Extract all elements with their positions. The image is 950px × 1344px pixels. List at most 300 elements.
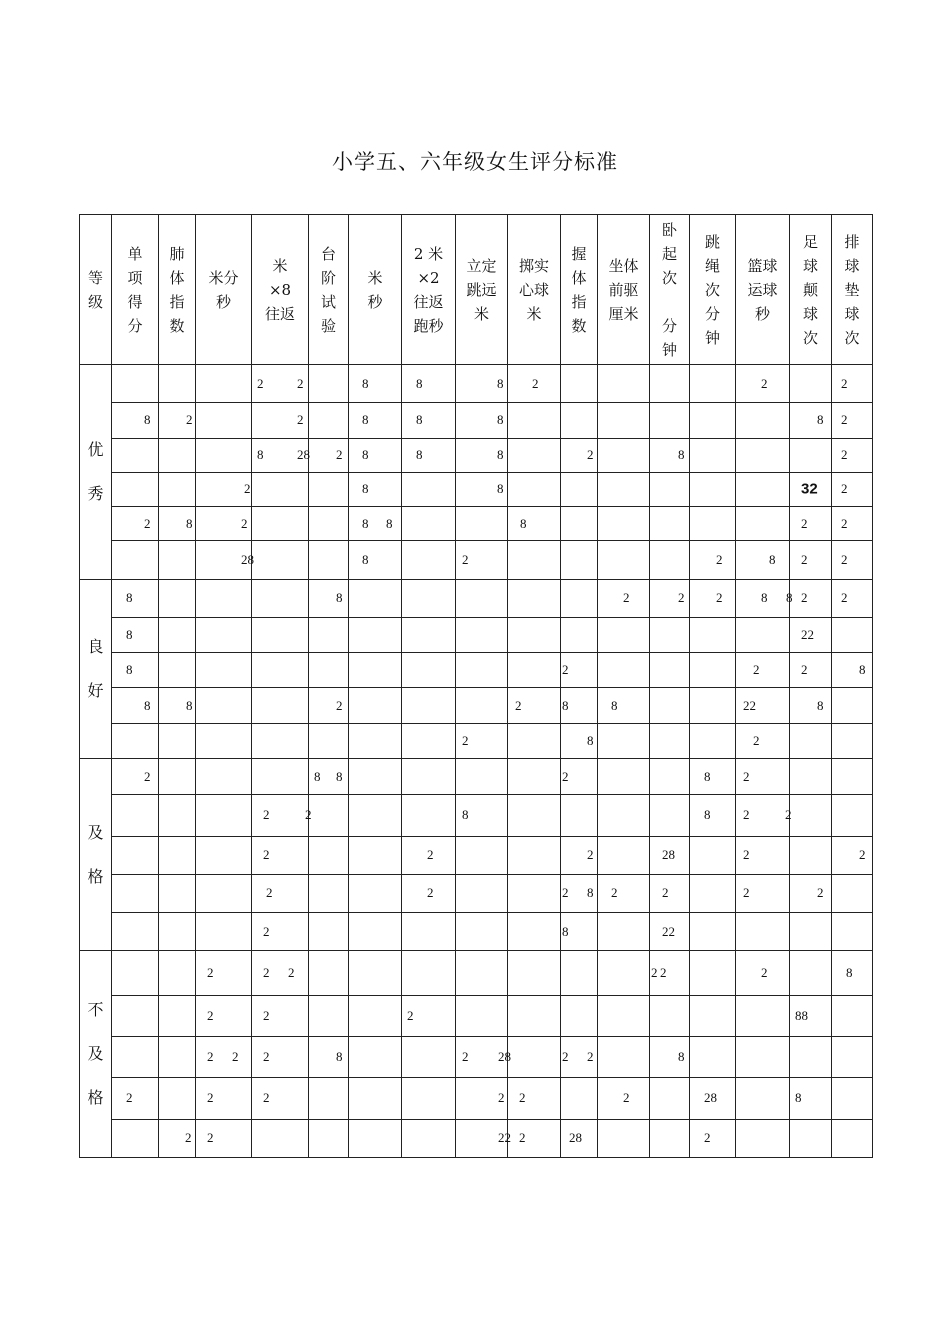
table-cell [598, 403, 650, 438]
cell-value: 8 [126, 662, 133, 678]
cell-value: 2 [263, 923, 270, 939]
table-cell [159, 472, 196, 506]
table-cell [402, 1036, 456, 1077]
table-cell [832, 951, 873, 995]
cell-value: 8 [126, 626, 133, 642]
cell-value: 2 [462, 732, 469, 748]
column-header-8 [456, 215, 508, 365]
table-cell [598, 507, 650, 541]
table-cell [832, 541, 873, 579]
table-cell [561, 653, 598, 688]
table-cell [736, 688, 790, 723]
cell-value: 2 [462, 551, 469, 567]
table-cell [508, 438, 561, 472]
table-cell [309, 995, 349, 1036]
cell-value: 22 [743, 697, 756, 713]
table-cell [832, 472, 873, 506]
column-header-line: 起 [661, 244, 677, 263]
table-cell [508, 951, 561, 995]
cell-value: 2 [207, 1130, 214, 1146]
cell-value: 8 [362, 481, 369, 497]
column-header-line: 秒 [215, 292, 231, 311]
table-cell [402, 836, 456, 874]
table-cell [309, 723, 349, 758]
cell-value: 2 [761, 965, 768, 980]
cell-value: 2 [244, 481, 251, 497]
table-cell [196, 688, 252, 723]
cell-value: 8 [678, 447, 685, 463]
table-cell [402, 688, 456, 723]
table-cell [349, 1078, 402, 1119]
column-header-line: 次 [802, 328, 818, 347]
table-cell [456, 836, 508, 874]
table-cell [832, 995, 873, 1036]
table-cell [832, 365, 873, 403]
table-cell [832, 579, 873, 617]
level-label [80, 758, 112, 950]
table-cell [456, 365, 508, 403]
table-cell [598, 541, 650, 579]
table-cell [252, 579, 309, 617]
cell-value: 8 [817, 412, 824, 428]
table-cell [736, 995, 790, 1036]
table-cell [402, 472, 456, 506]
column-header-line: 分 [704, 304, 720, 323]
table-cell [309, 472, 349, 506]
table-cell [252, 836, 309, 874]
column-header-line: 米 [367, 268, 383, 287]
cell-value: 2 [288, 965, 295, 980]
table-cell [309, 403, 349, 438]
table-cell [736, 438, 790, 472]
column-header-line: ×2 [417, 268, 440, 287]
table-cell [112, 403, 159, 438]
table-cell [309, 795, 349, 836]
table-cell [252, 913, 309, 951]
table-cell [508, 913, 561, 951]
table-cell [650, 617, 690, 652]
table-cell [112, 836, 159, 874]
table-cell [561, 507, 598, 541]
cell-value: 2 [207, 1090, 214, 1106]
table-row [80, 723, 873, 758]
cell-value: 2 [841, 481, 848, 497]
cell-value: 8 [817, 697, 824, 713]
table-cell [736, 1036, 790, 1077]
table-cell [159, 723, 196, 758]
table-cell [196, 723, 252, 758]
table-cell [598, 617, 650, 652]
table-cell [196, 995, 252, 1036]
cell-value: 8 [126, 590, 133, 606]
table-cell [252, 653, 309, 688]
table-cell [832, 1078, 873, 1119]
table-cell [159, 758, 196, 794]
table-cell [832, 653, 873, 688]
table-cell [690, 472, 736, 506]
column-header-4 [252, 215, 309, 365]
table-cell [456, 403, 508, 438]
table-cell [508, 1119, 561, 1157]
table-cell [159, 1036, 196, 1077]
table-cell [159, 617, 196, 652]
cell-value: 8 [497, 481, 504, 497]
column-header-1 [112, 215, 159, 365]
level-label [80, 951, 112, 1158]
table-cell [561, 688, 598, 723]
table-cell [309, 541, 349, 579]
table-cell [309, 836, 349, 874]
cell-value: 8 [362, 515, 369, 531]
table-cell [561, 951, 598, 995]
cell-value: 8 [769, 551, 776, 567]
table-cell [159, 365, 196, 403]
table-cell [196, 1119, 252, 1157]
table-cell [650, 836, 690, 874]
table-cell [736, 365, 790, 403]
table-cell [508, 579, 561, 617]
cell-value: 2 [263, 807, 270, 823]
level-label [80, 365, 112, 580]
table-cell [736, 795, 790, 836]
column-header-line [650, 290, 689, 314]
cell-value: 2 [207, 1007, 214, 1023]
cell-value: 8 [795, 1090, 802, 1106]
table-cell [790, 403, 832, 438]
cell-value: 28 [569, 1130, 582, 1146]
table-cell [790, 688, 832, 723]
column-header-line: 验 [320, 316, 336, 335]
table-cell [252, 1036, 309, 1077]
table-cell [252, 758, 309, 794]
table-cell [159, 507, 196, 541]
table-cell [832, 403, 873, 438]
table-cell [690, 403, 736, 438]
table-cell [650, 507, 690, 541]
cell-value: 2 [623, 590, 630, 606]
table-row [80, 403, 873, 438]
table-cell [456, 579, 508, 617]
cell-value: 2 [336, 447, 343, 463]
table-cell [402, 874, 456, 912]
table-cell [508, 1036, 561, 1077]
table-cell [561, 579, 598, 617]
table-cell [690, 438, 736, 472]
column-header-line: 掷实 [518, 256, 549, 275]
table-cell [790, 579, 832, 617]
cell-value: 2 [753, 662, 760, 678]
table-cell [196, 507, 252, 541]
table-cell [349, 795, 402, 836]
table-row [80, 836, 873, 874]
table-cell [561, 913, 598, 951]
table-cell [112, 541, 159, 579]
table-cell [650, 1119, 690, 1157]
cell-value: 2 [817, 885, 824, 901]
cell-value: 8 [704, 768, 711, 784]
table-cell [196, 1036, 252, 1077]
table-row [80, 365, 873, 403]
cell-value: 8 [416, 447, 423, 463]
table-cell [402, 579, 456, 617]
table-cell [508, 836, 561, 874]
table-cell [309, 951, 349, 995]
table-cell [196, 874, 252, 912]
table-cell [508, 758, 561, 794]
table-cell [598, 836, 650, 874]
cell-value: 2 [498, 1090, 505, 1106]
cell-value: 8 [846, 965, 853, 980]
column-header-line: 数 [571, 316, 587, 335]
table-cell [561, 723, 598, 758]
table-cell [832, 438, 873, 472]
table-cell [309, 913, 349, 951]
table-cell [690, 365, 736, 403]
column-header-line: 往返 [413, 292, 444, 311]
column-header-line: 心球 [518, 280, 549, 299]
table-cell [832, 507, 873, 541]
table-cell [196, 579, 252, 617]
table-cell [349, 365, 402, 403]
column-header-line: 分 [661, 316, 677, 335]
cell-value: 2 [263, 847, 270, 863]
cell-value: 2 [743, 768, 750, 784]
table-row [80, 688, 873, 723]
table-cell [112, 795, 159, 836]
table-cell [159, 995, 196, 1036]
column-header-line: 米 [272, 256, 288, 275]
table-cell [252, 365, 309, 403]
cell-value: 2 [562, 1049, 569, 1065]
table-cell [159, 836, 196, 874]
column-header-line: 足 [802, 232, 818, 251]
table-cell [690, 836, 736, 874]
table-cell [309, 1119, 349, 1157]
table-cell [561, 1078, 598, 1119]
cell-value: 2 [841, 447, 848, 463]
table-cell [159, 438, 196, 472]
cell-value: 8 [562, 923, 569, 939]
table-cell [112, 617, 159, 652]
table-cell [561, 472, 598, 506]
cell-value: 2 [305, 807, 312, 823]
cell-value: 2 [841, 551, 848, 567]
cell-value: 2 [297, 412, 304, 428]
table-cell [508, 653, 561, 688]
table-cell [790, 1078, 832, 1119]
table-cell [456, 758, 508, 794]
table-cell [561, 617, 598, 652]
column-header-line: 坐体 [608, 256, 639, 275]
table-cell [561, 874, 598, 912]
column-header-line: 米 [473, 304, 489, 323]
cell-value: 32 [801, 480, 818, 498]
table-row [80, 874, 873, 912]
cell-value: 2 [623, 1090, 630, 1106]
table-cell [349, 403, 402, 438]
table-cell [508, 723, 561, 758]
table-row [80, 438, 873, 472]
cell-value: 2 [587, 1049, 594, 1065]
table-cell [349, 541, 402, 579]
column-header-line: 跳 [704, 232, 720, 251]
table-cell [252, 795, 312, 836]
table-cell [349, 995, 402, 1036]
table-cell [402, 541, 456, 579]
table-cell [832, 688, 873, 723]
table-cell [112, 1036, 159, 1077]
level-label-char: 格 [87, 866, 104, 886]
column-header-line: 数 [169, 316, 185, 335]
column-header-line: 握 [571, 244, 587, 263]
table-cell [650, 874, 690, 912]
table-cell [252, 403, 309, 438]
table-cell [349, 507, 402, 541]
table-cell [832, 758, 873, 794]
table-row [80, 951, 873, 995]
table-cell [349, 472, 402, 506]
column-header-line: 篮球 [747, 256, 778, 275]
cell-value: 2 [841, 412, 848, 428]
table-cell [402, 723, 456, 758]
table-cell [790, 874, 832, 912]
cell-value: 28 [704, 1090, 717, 1106]
table-cell [790, 653, 832, 688]
column-header-line: 阶 [320, 268, 336, 287]
level-label-char: 及 [87, 1044, 104, 1064]
table-cell [508, 507, 561, 541]
table-cell [561, 795, 598, 836]
table-cell [690, 1036, 736, 1077]
table-cell [456, 653, 508, 688]
table-cell [598, 758, 650, 794]
table-cell [402, 507, 456, 541]
table-cell [402, 653, 456, 688]
table-cell [112, 758, 159, 794]
table-cell [252, 688, 309, 723]
column-header-line: 米 [526, 304, 542, 323]
cell-value: 8 [362, 551, 369, 567]
column-header-0 [80, 215, 112, 365]
table-cell [112, 951, 159, 995]
column-header-15 [790, 215, 832, 365]
table-cell [650, 688, 690, 723]
table-cell [690, 541, 736, 579]
table-cell [456, 688, 508, 723]
table-cell [112, 438, 159, 472]
table-cell [456, 507, 508, 541]
cell-value: 2 [207, 1049, 214, 1065]
table-cell [196, 1078, 252, 1119]
table-cell [309, 758, 349, 794]
table-cell [309, 438, 349, 472]
cell-value: 8 [336, 590, 343, 606]
cell-value: 2 [859, 847, 866, 863]
cell-value: 2 [207, 965, 214, 980]
table-cell [790, 1036, 832, 1077]
cell-value: 2 [144, 515, 151, 531]
table-cell [252, 617, 309, 652]
table-cell [650, 403, 690, 438]
table-cell [736, 874, 790, 912]
table-cell [196, 472, 252, 506]
column-header-line: 指 [169, 292, 185, 311]
column-header-2 [159, 215, 196, 365]
table-cell [456, 795, 508, 836]
table-cell [650, 1078, 690, 1119]
table-cell [561, 438, 598, 472]
column-header-line: 跳远 [466, 280, 497, 299]
cell-value: 8 [497, 412, 504, 428]
table-cell [508, 541, 561, 579]
column-header-line: 钟 [661, 340, 677, 359]
table-cell [508, 365, 561, 403]
table-cell [309, 579, 349, 617]
table-cell [196, 758, 252, 794]
column-header-3 [196, 215, 252, 365]
table-cell [690, 758, 736, 794]
cell-value: 2 [126, 1090, 133, 1106]
level-label-char: 好 [87, 680, 104, 700]
cell-value: 8 [462, 807, 469, 823]
table-cell [252, 1078, 309, 1119]
table-cell [456, 1078, 508, 1119]
table-row [80, 795, 873, 836]
cell-value: 8 [362, 375, 369, 391]
table-cell [832, 723, 873, 758]
table-row [80, 653, 873, 688]
table-cell [650, 795, 690, 836]
column-header-line: 次 [661, 268, 677, 287]
cell-value: 2 [841, 590, 848, 606]
table-row [80, 1036, 873, 1077]
cell-value: 8 [587, 732, 594, 748]
cell-value: 28 [662, 847, 675, 863]
table-cell [598, 1036, 650, 1077]
cell-value: 8 [520, 515, 527, 531]
table-cell [402, 1078, 456, 1119]
cell-value: 22 [498, 1130, 511, 1146]
cell-value: 2 [743, 807, 750, 823]
table-cell [790, 541, 832, 579]
table-cell [736, 617, 790, 652]
table-cell [402, 403, 456, 438]
cell-value: 2 [562, 662, 569, 678]
table-cell [508, 795, 561, 836]
table-cell [159, 579, 196, 617]
column-header-line: 级 [87, 292, 103, 311]
cell-value: 2 [263, 1007, 270, 1023]
level-label-char: 及 [87, 822, 104, 842]
table-cell [650, 951, 690, 995]
cell-value: 2 [743, 847, 750, 863]
table-cell [159, 913, 196, 951]
table-cell [159, 1119, 196, 1157]
table-cell [349, 874, 402, 912]
cell-value: 8 [416, 375, 423, 391]
table-cell [159, 1078, 196, 1119]
table-cell [598, 688, 650, 723]
level-label-char: 秀 [87, 483, 104, 503]
level-label [80, 579, 112, 758]
table-cell [402, 438, 456, 472]
table-cell [508, 874, 561, 912]
table-cell [112, 1119, 159, 1157]
table-row [80, 579, 873, 617]
cell-value: 8 [362, 412, 369, 428]
table-cell [402, 617, 456, 652]
column-header-line: 得 [127, 292, 143, 311]
